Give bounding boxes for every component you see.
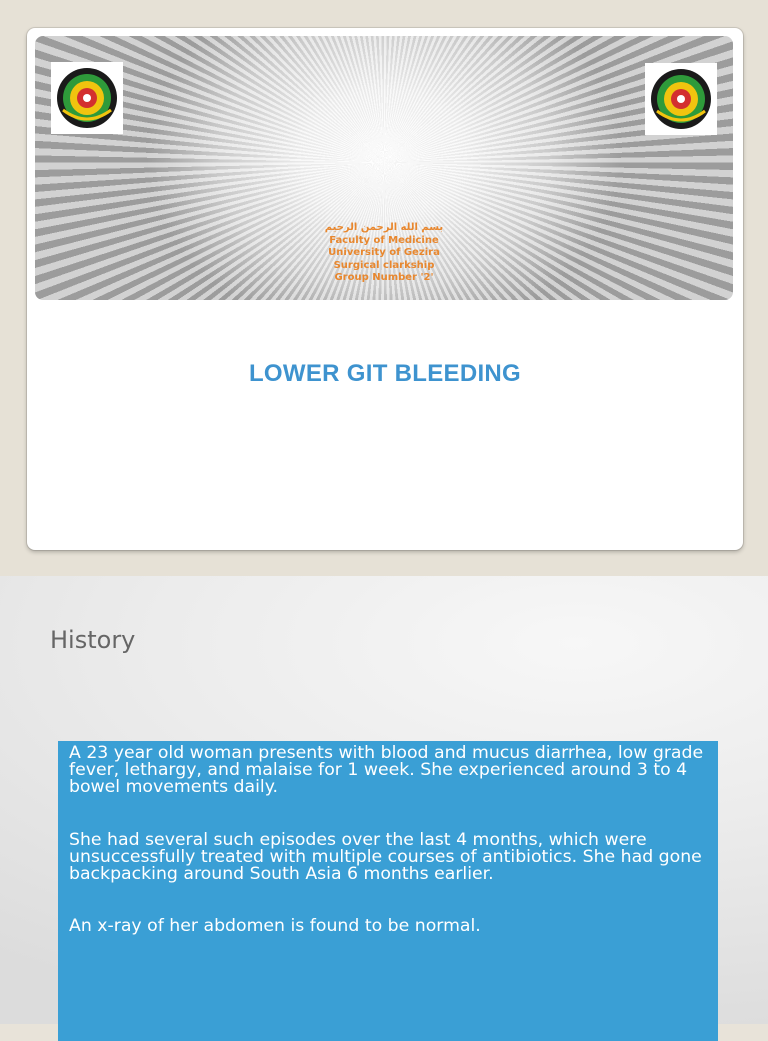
- history-text-box: [58, 741, 718, 1041]
- history-paragraph: A 23 year old woman presents with blood and mucus diarrhea, low grade fever, lethargy, and malaise for 1 week. She experienced around 3 to 4 bowel movements daily.: [69, 743, 704, 797]
- history-paragraph: She had several such episodes over the last 4 months, which were unsuccessfully treated with multiple courses of antibiotics. She had gone backpacking around South Asia 6 months earlier.: [69, 830, 702, 884]
- faculty-line: Faculty of Medicine: [329, 234, 439, 246]
- title-slide-card: [27, 28, 743, 550]
- history-slide: [0, 576, 768, 1024]
- history-paragraph: An x-ray of her abdomen is found to be normal.: [69, 916, 481, 936]
- basmala-line: بسم الله الرحمن الرحيم: [324, 222, 444, 233]
- clerkship-line: Surgical clarkship: [333, 259, 435, 271]
- group-line: Group Number '2': [334, 272, 434, 284]
- history-heading: History: [50, 626, 136, 654]
- university-seal-icon: [55, 66, 119, 130]
- slide-title: LOWER GIT BLEEDING: [248, 360, 522, 387]
- title-banner: [35, 36, 733, 300]
- university-logo-left: [51, 62, 123, 134]
- banner-text: [284, 222, 484, 285]
- university-seal-icon: [649, 67, 713, 131]
- university-line: University of Gezira: [328, 247, 440, 259]
- university-logo-right: [645, 63, 717, 135]
